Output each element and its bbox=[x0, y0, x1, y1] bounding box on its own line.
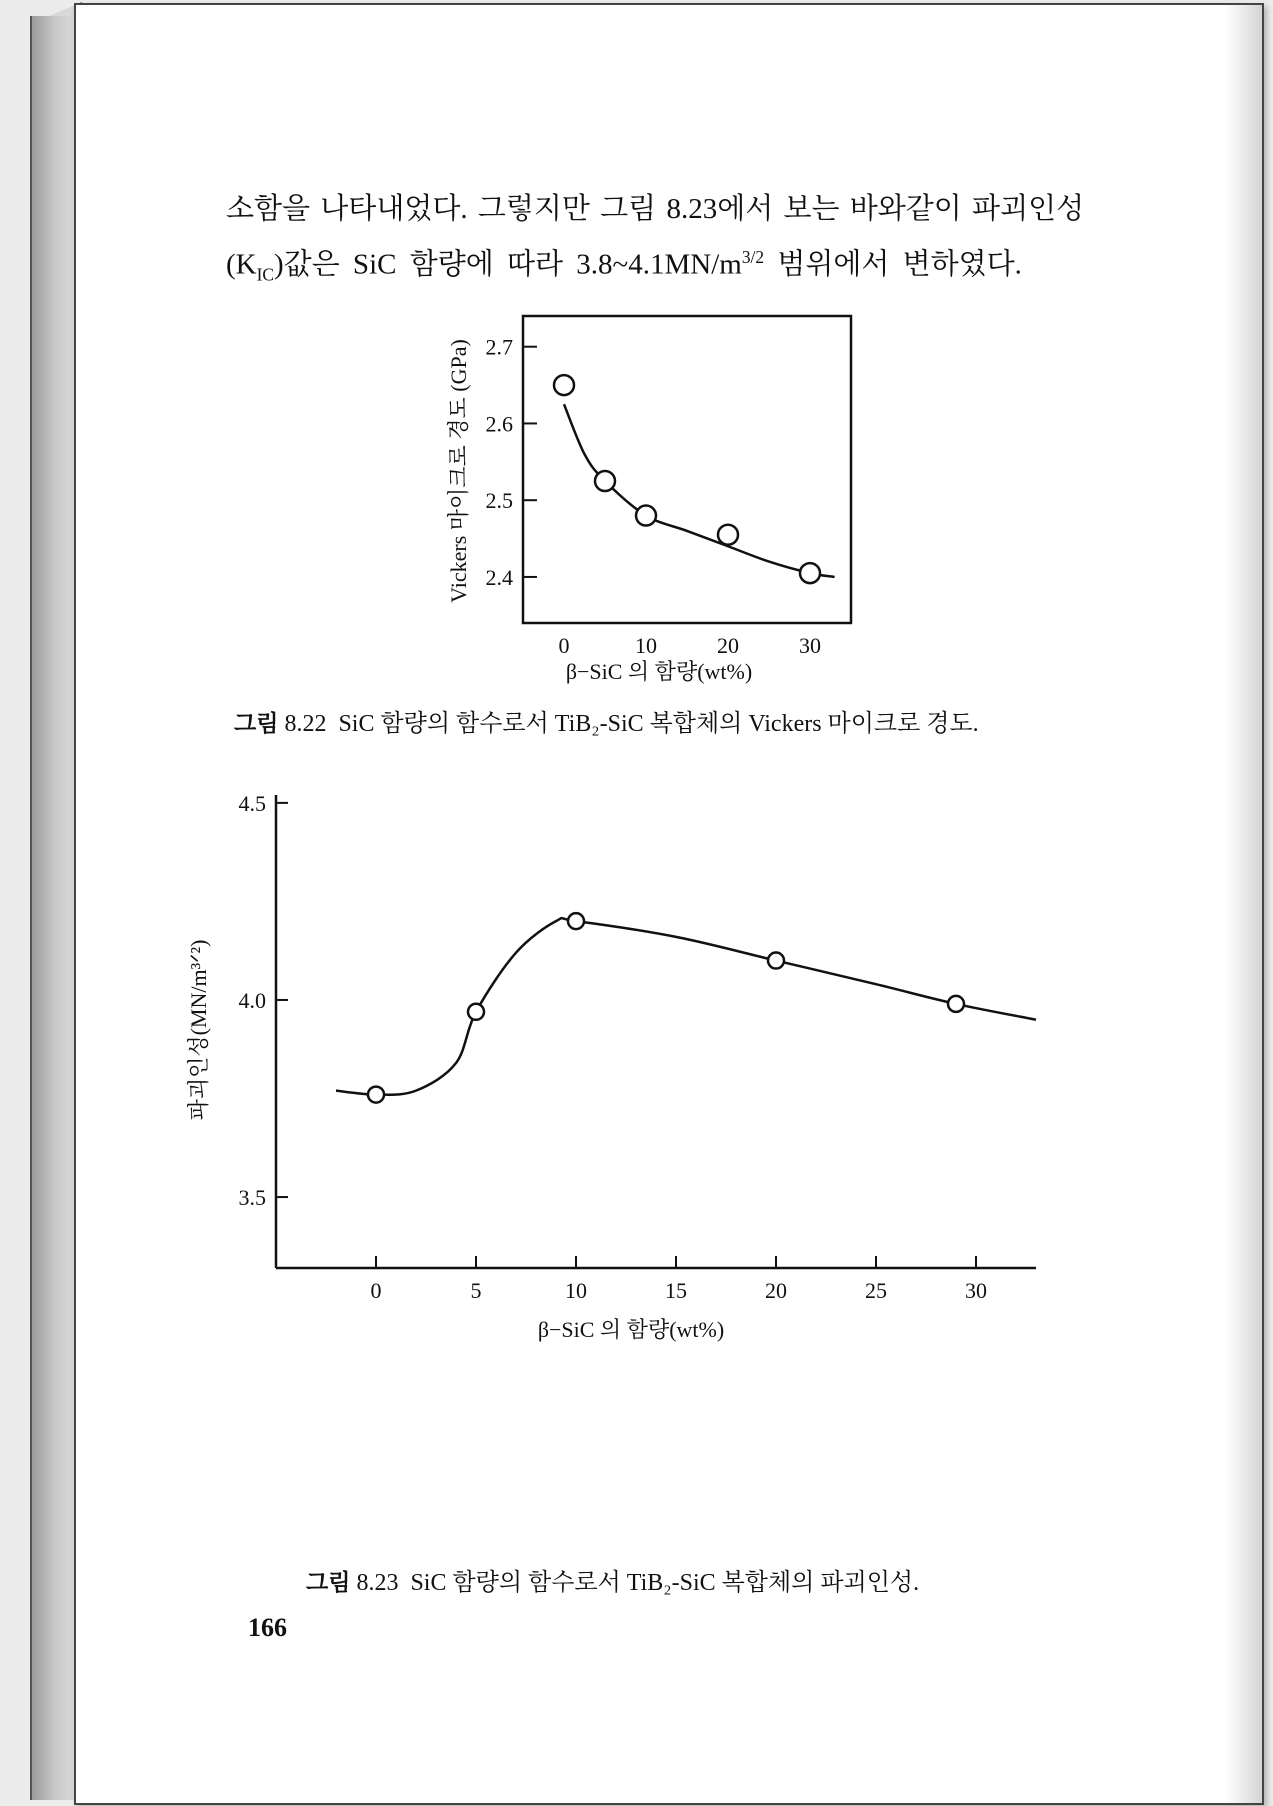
page-number: 166 bbox=[248, 1613, 287, 1642]
y-tick-label: 3.5 bbox=[238, 1185, 266, 1211]
y-tick-label: 4.5 bbox=[238, 790, 266, 816]
data-point-marker bbox=[568, 913, 584, 929]
y-axis-label: 파괴인성(MN/m³ᐟ²) bbox=[186, 939, 211, 1121]
y-tick-label: 2.4 bbox=[485, 564, 513, 590]
x-tick-label: 15 bbox=[665, 1278, 687, 1303]
data-point-marker bbox=[718, 525, 738, 545]
caption-number: 8.22 bbox=[284, 711, 327, 737]
data-point-marker bbox=[768, 953, 784, 969]
figure-8-23-caption bbox=[306, 1562, 919, 1597]
data-point-marker bbox=[368, 1087, 384, 1103]
x-tick-label: 10 bbox=[565, 1278, 587, 1303]
caption-label: 그림 bbox=[306, 1570, 351, 1596]
text-units-superscript: 3/2 bbox=[741, 247, 765, 267]
x-tick-label: 20 bbox=[717, 633, 739, 658]
fit-curve bbox=[336, 918, 1036, 1095]
y-tick-label: 2.5 bbox=[485, 488, 513, 514]
figure-8-22-caption bbox=[234, 703, 979, 738]
caption-number: 8.23 bbox=[356, 1570, 399, 1596]
x-tick-label: 5 bbox=[470, 1278, 482, 1303]
x-tick-label: 10 bbox=[635, 633, 657, 658]
x-tick-label: 20 bbox=[765, 1278, 787, 1303]
figure-8-23-chart bbox=[76, 785, 1262, 1385]
y-tick-label: 2.7 bbox=[485, 334, 513, 360]
text-line2-end: 범위에서 변하였다. bbox=[764, 248, 1022, 281]
y-axis-label: Vickers 마이크로 경도 (GPa) bbox=[446, 339, 471, 603]
x-tick-label: 30 bbox=[799, 633, 821, 658]
data-point-marker bbox=[636, 506, 656, 526]
data-point-marker bbox=[554, 375, 574, 395]
data-point-marker bbox=[468, 1004, 484, 1020]
book-page bbox=[74, 3, 1264, 1805]
x-tick-label: 30 bbox=[965, 1278, 987, 1303]
x-axis-label: β−SiC 의 함량(wt%) bbox=[565, 659, 753, 684]
caption-label: 그림 bbox=[234, 711, 279, 737]
y-tick-label: 4.0 bbox=[238, 987, 266, 1013]
data-point-marker bbox=[595, 471, 615, 491]
data-point-marker bbox=[948, 996, 964, 1012]
x-tick-label: 0 bbox=[370, 1278, 382, 1303]
data-point-marker bbox=[800, 563, 820, 583]
caption-text: SiC 함량의 함수로서 TiB₂-SiC 복합체의 Vickers 마이크로 경도. bbox=[338, 711, 979, 737]
text-line2-middle: )값은 SiC 함량에 따라 3.8~4.1MN/m bbox=[274, 248, 742, 281]
x-tick-label: 0 bbox=[558, 633, 570, 658]
x-axis-label: β−SiC 의 함량(wt%) bbox=[537, 1317, 725, 1342]
text-kic-subscript: IC bbox=[256, 264, 274, 285]
y-tick-label: 2.6 bbox=[485, 411, 513, 437]
paragraph-line-1: 소함을 나타내었다. 그렇지만 그림 8.23에서 보는 바와같이 파괴인성 bbox=[226, 193, 1085, 225]
text-kic-open: (K bbox=[226, 248, 257, 281]
x-tick-label: 25 bbox=[865, 1278, 887, 1303]
caption-text: SiC 함량의 함수로서 TiB₂-SiC 복합체의 파괴인성. bbox=[410, 1570, 920, 1596]
